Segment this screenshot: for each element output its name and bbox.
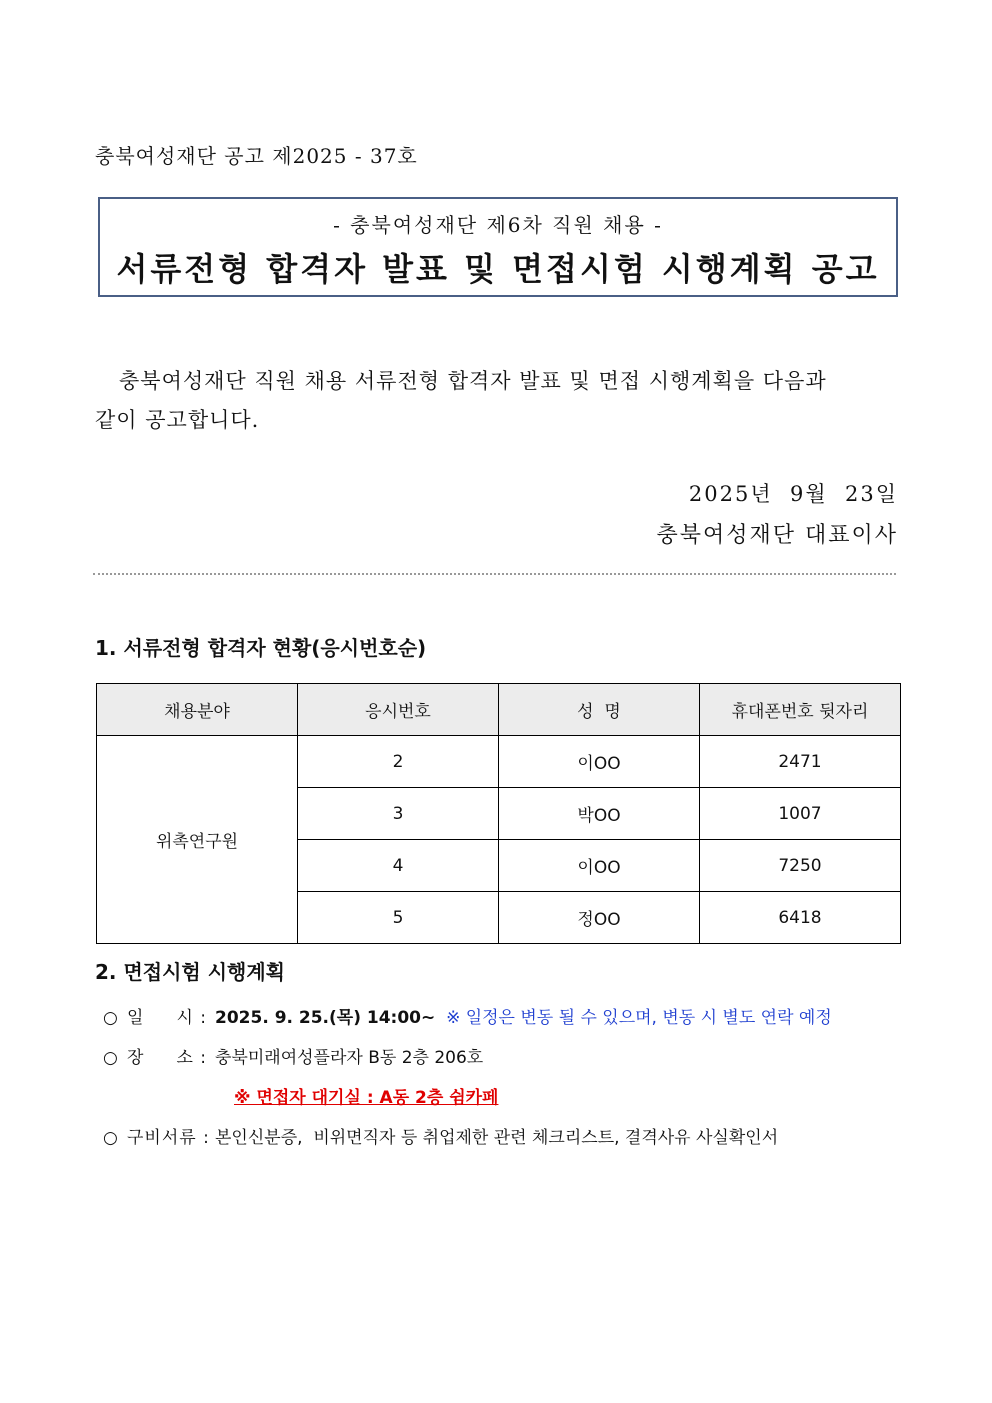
cell-exam-number: 2	[298, 736, 499, 788]
notice-title: 서류전형 합격자 발표 및 면접시험 시행계획 공고	[116, 250, 880, 288]
schedule-line	[103, 1003, 832, 1028]
cell-exam-number: 5	[298, 892, 499, 944]
waiting-room-note: ※ 면접자 대기실 : A동 2층 쉼카페	[234, 1088, 499, 1108]
documents-label: 구비서류 :	[127, 1128, 210, 1148]
schedule-label: 일 시 :	[127, 1008, 207, 1028]
notice-subtitle: - 충북여성재단 제6차 직원 채용 -	[333, 213, 663, 237]
schedule-note: ※ 일정은 변동 될 수 있으며, 변동 시 별도 연락 예정	[446, 1008, 832, 1028]
bullet-icon: ○	[103, 1128, 118, 1148]
cell-name: 이OO	[499, 840, 700, 892]
bullet-icon: ○	[103, 1048, 118, 1068]
documents-line	[103, 1123, 778, 1148]
header-exam-number: 응시번호	[298, 684, 499, 736]
intro-line-1: 충북여성재단 직원 채용 서류전형 합격자 발표 및 면접 시행계획을 다음과	[119, 369, 827, 393]
intro-paragraph	[95, 362, 898, 440]
applicant-table	[96, 683, 901, 944]
header-name: 성 명	[499, 684, 700, 736]
cell-name: 정OO	[499, 892, 700, 944]
cell-exam-number: 3	[298, 788, 499, 840]
header-field: 채용분야	[97, 684, 298, 736]
cell-phone: 6418	[700, 892, 901, 944]
cell-name: 이OO	[499, 736, 700, 788]
place-value: 충북미래여성플라자 B동 2층 206호	[215, 1048, 484, 1068]
cell-phone: 7250	[700, 840, 901, 892]
place-label: 장 소 :	[127, 1048, 207, 1068]
signer: 충북여성재단 대표이사	[656, 523, 898, 548]
cell-phone: 2471	[700, 736, 901, 788]
cell-phone: 1007	[700, 788, 901, 840]
cell-name: 박OO	[499, 788, 700, 840]
place-line	[103, 1043, 483, 1068]
notice-date: 2025년 9월 23일	[688, 482, 898, 506]
waiting-room-line	[234, 1083, 498, 1108]
header-phone: 휴대폰번호 뒷자리	[700, 684, 901, 736]
table-row	[97, 736, 901, 788]
cell-field: 위촉연구원	[97, 736, 298, 944]
bullet-icon: ○	[103, 1008, 118, 1028]
intro-line-2: 같이 공고합니다.	[95, 408, 260, 432]
cell-exam-number: 4	[298, 840, 499, 892]
dotted-divider	[93, 573, 896, 575]
section2-heading: 2. 면접시험 시행계획	[95, 960, 285, 984]
documents-value: 본인신분증, 비위면직자 등 취업제한 관련 체크리스트, 결격사유 사실확인서	[215, 1128, 779, 1148]
title-box	[98, 197, 898, 297]
notice-number: 충북여성재단 공고 제2025 - 37호	[95, 144, 418, 168]
table-header-row	[97, 684, 901, 736]
section1-heading: 1. 서류전형 합격자 현황(응시번호순)	[95, 636, 427, 660]
schedule-value: 2025. 9. 25.(목) 14:00~	[215, 1008, 436, 1028]
